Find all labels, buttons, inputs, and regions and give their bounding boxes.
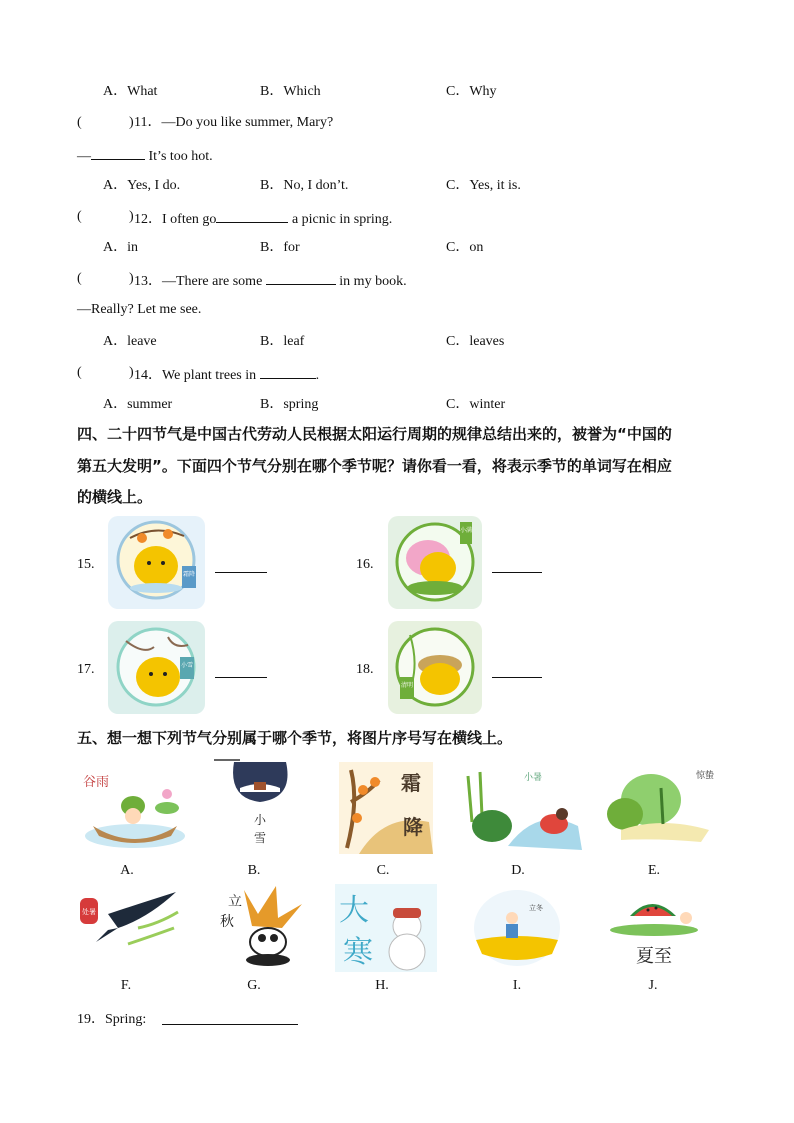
q14-blank[interactable] [260, 364, 316, 379]
picture-d-text: 小暑 [524, 773, 543, 783]
section4-line-1: 四、二十四节气是中国古代劳动人民根据太阳运行周期的规律总结出来的，被誉为“中国的 [77, 425, 672, 443]
picture-c-text-b: 降 [403, 815, 423, 839]
q12-blank[interactable] [216, 208, 288, 223]
q14-option-b: B．spring [260, 397, 319, 412]
q17-image [108, 621, 205, 714]
picture-i [472, 888, 562, 970]
q13-option-c: C．leaves [446, 334, 505, 349]
q19-label: 19．Spring: [77, 1012, 147, 1027]
q10-option-c: C．Why [446, 84, 497, 99]
q13-stem-a: 13．—There are some [134, 274, 263, 289]
q17-badge-text: 小雪 [180, 662, 194, 669]
q12-option-b: B．for [260, 240, 300, 255]
q16-image [388, 516, 482, 609]
q11-answer-paren-close: ) [129, 115, 134, 130]
q17-answer-line[interactable] [215, 677, 267, 678]
picture-b-text-small: 小 [253, 813, 267, 827]
q15-image [108, 516, 205, 609]
q12-option-a: A．in [103, 240, 138, 255]
q14-option-a: A．summer [103, 397, 173, 412]
q15-answer-line[interactable] [215, 572, 267, 573]
q11-blank[interactable] [91, 145, 145, 160]
picture-c [339, 762, 433, 854]
section4-line-3: 的横线上。 [77, 488, 153, 506]
q12-answer-paren-close: ) [129, 209, 134, 224]
picture-j [606, 886, 704, 972]
q13-option-b: B．leaf [260, 334, 305, 349]
picture-d-label: D. [511, 863, 525, 878]
q16-answer-line[interactable] [492, 572, 542, 573]
q11-reply [77, 145, 213, 166]
picture-i-label: I. [512, 978, 522, 993]
picture-h-label: H. [375, 978, 389, 993]
q14-stem-a: 14．We plant trees in [134, 368, 257, 383]
picture-j-text: 夏至 [636, 946, 672, 967]
q16-number: 16. [356, 557, 374, 572]
q14-answer-paren-open: ( [77, 365, 82, 380]
q14-stem [134, 364, 319, 385]
q13-answer-paren-open: ( [77, 271, 82, 286]
q13-stem [134, 270, 407, 291]
picture-g-label: G. [247, 978, 261, 993]
q11-option-a: A．Yes, I do. [103, 178, 181, 193]
q14-answer-paren-close: ) [129, 365, 134, 380]
picture-c-label: C. [376, 863, 390, 878]
q11-answer-paren-open: ( [77, 115, 82, 130]
q18-badge-text: 清明 [400, 682, 414, 689]
picture-c-text-a: 霜 [401, 771, 421, 795]
picture-i-text: 立冬 [529, 904, 543, 912]
picture-h-text-a: 大 [339, 893, 369, 928]
picture-a-text: 谷雨 [83, 775, 110, 790]
picture-f-text: 处暑 [82, 908, 96, 916]
q19-answer-line[interactable] [162, 1024, 298, 1025]
picture-b [210, 758, 300, 854]
q12-stem [134, 208, 392, 229]
picture-h [335, 884, 437, 972]
q10-option-a: A．What [103, 84, 158, 99]
q18-number: 18. [356, 662, 374, 677]
q11-option-c: C．Yes, it is. [446, 178, 521, 193]
section5-title: 五、想一想下列节气分别属于哪个季节，将图片序号写在横线上。 [77, 729, 513, 747]
q12-stem-a: 12．I often go [134, 212, 217, 227]
q11-reply-dash: — [77, 149, 91, 164]
q18-image [388, 621, 482, 714]
picture-f-label: F. [120, 978, 132, 993]
q14-option-c: C．winter [446, 397, 506, 412]
q13-reply: —Really? Let me see. [77, 302, 202, 317]
picture-g-text-a: 立 [228, 894, 242, 910]
q15-badge-text: 霜降 [182, 571, 196, 578]
q17-number: 17. [77, 662, 95, 677]
picture-b-label: B. [247, 863, 261, 878]
picture-g [218, 884, 304, 970]
q15-number: 15. [77, 557, 95, 572]
picture-e-label: E. [647, 863, 661, 878]
section4-line-2: 第五大发明”。下面四个节气分别在哪个季节呢？请你看一看，将表示季节的单词写在相应 [77, 457, 672, 475]
q13-blank[interactable] [266, 270, 336, 285]
picture-f [78, 884, 188, 970]
q10-option-b: B．Which [260, 84, 321, 99]
picture-b-text-big: 雪 [253, 831, 267, 845]
q12-stem-b: a picnic in spring. [291, 212, 393, 227]
q16-badge-text: 小满 [459, 527, 473, 534]
picture-j-label: J. [648, 978, 658, 993]
q13-answer-paren-close: ) [129, 271, 134, 286]
picture-e-text: 惊蛰 [695, 771, 715, 781]
q18-answer-line[interactable] [492, 677, 542, 678]
q11-stem: 11．—Do you like summer, Mary? [134, 115, 334, 130]
q11-reply-text: It’s too hot. [148, 149, 213, 164]
picture-h-text-b: 寒 [343, 935, 373, 970]
picture-a-label: A. [120, 863, 134, 878]
q13-stem-b: in my book. [339, 274, 407, 289]
picture-e [601, 764, 717, 852]
q12-answer-paren-open: ( [77, 209, 82, 224]
q14-stem-b: . [315, 368, 320, 383]
q13-option-a: A．leave [103, 334, 157, 349]
q12-option-c: C．on [446, 240, 484, 255]
q11-option-b: B．No, I don’t. [260, 178, 349, 193]
picture-a [79, 770, 187, 854]
picture-d [458, 766, 586, 852]
picture-g-text-b: 秋 [220, 914, 234, 930]
